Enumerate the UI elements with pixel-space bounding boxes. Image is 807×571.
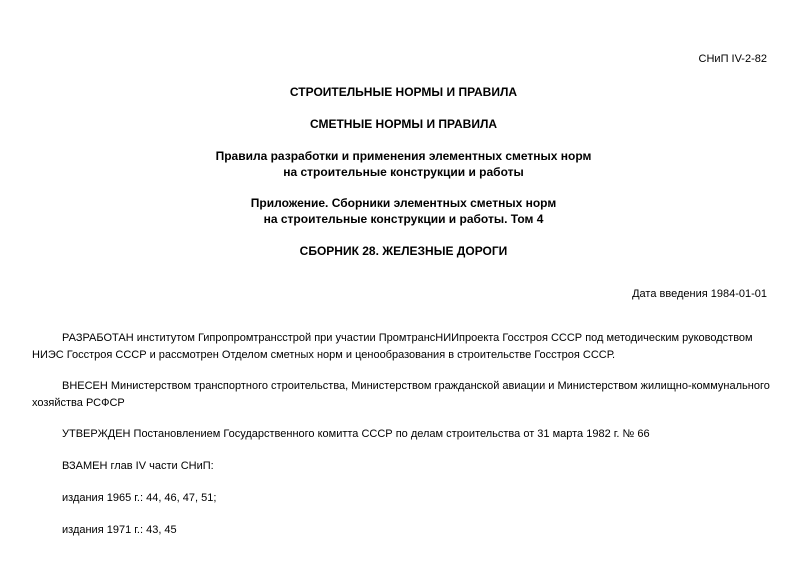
introduced-line-1: ВНЕСЕН Министерством транспортного строительства, Министерством гражданской авиации и Министерством жилищно-коммунального: [62, 380, 770, 392]
rules-title: [0, 148, 807, 180]
appendix-title-line-1: Приложение. Сборники элементных сметных норм: [250, 196, 557, 210]
main-title: [0, 84, 807, 100]
approved-text: УТВЕРЖДЕН Постановлением Государственного комитта СССР по делам строительства от 31 марта 1982 г. № 66: [62, 428, 650, 440]
collection-title-text: СБОРНИК 28. ЖЕЛЕЗНЫЕ ДОРОГИ: [299, 244, 508, 258]
collection-title: [0, 243, 807, 259]
approved-paragraph: [62, 426, 772, 443]
appendix-title-line-2: на строительные конструкции и работы. Том 4: [263, 212, 544, 226]
appendix-title: [0, 195, 807, 227]
replaces-text: ВЗАМЕН глав IV части СНиП:: [62, 460, 214, 472]
edition-1971-paragraph: [62, 522, 772, 539]
rules-title-line-2: на строительные конструкции и работы: [283, 165, 524, 179]
edition-1971-text: издания 1971 г.: 43, 45: [62, 524, 177, 536]
introduced-paragraph: [32, 378, 772, 412]
introduction-date: Дата введения 1984-01-01: [632, 288, 767, 300]
developed-line-1: РАЗРАБОТАН институтом Гипропромтрансстрой при участии ПромтрансНИИпроекта Госстроя СССР под методическим руководством: [62, 332, 753, 344]
edition-1965-text: издания 1965 г.: 44, 46, 47, 51;: [62, 492, 217, 504]
document-code: СНиП IV-2-82: [698, 53, 767, 65]
subtitle: [0, 116, 807, 132]
rules-title-line-1: Правила разработки и применения элементных сметных норм: [215, 149, 592, 163]
developed-paragraph: [32, 330, 772, 364]
edition-1965-paragraph: [62, 490, 772, 507]
developed-line-2: НИЭС Госстроя СССР и рассмотрен Отделом сметных норм и ценообразования в строительстве Госстроя СССР.: [32, 349, 616, 361]
main-title-text: СТРОИТЕЛЬНЫЕ НОРМЫ И ПРАВИЛА: [289, 85, 518, 99]
replaces-paragraph: [62, 458, 772, 475]
subtitle-text: СМЕТНЫЕ НОРМЫ И ПРАВИЛА: [309, 117, 498, 131]
introduced-line-2: хозяйства РСФСР: [32, 397, 125, 409]
